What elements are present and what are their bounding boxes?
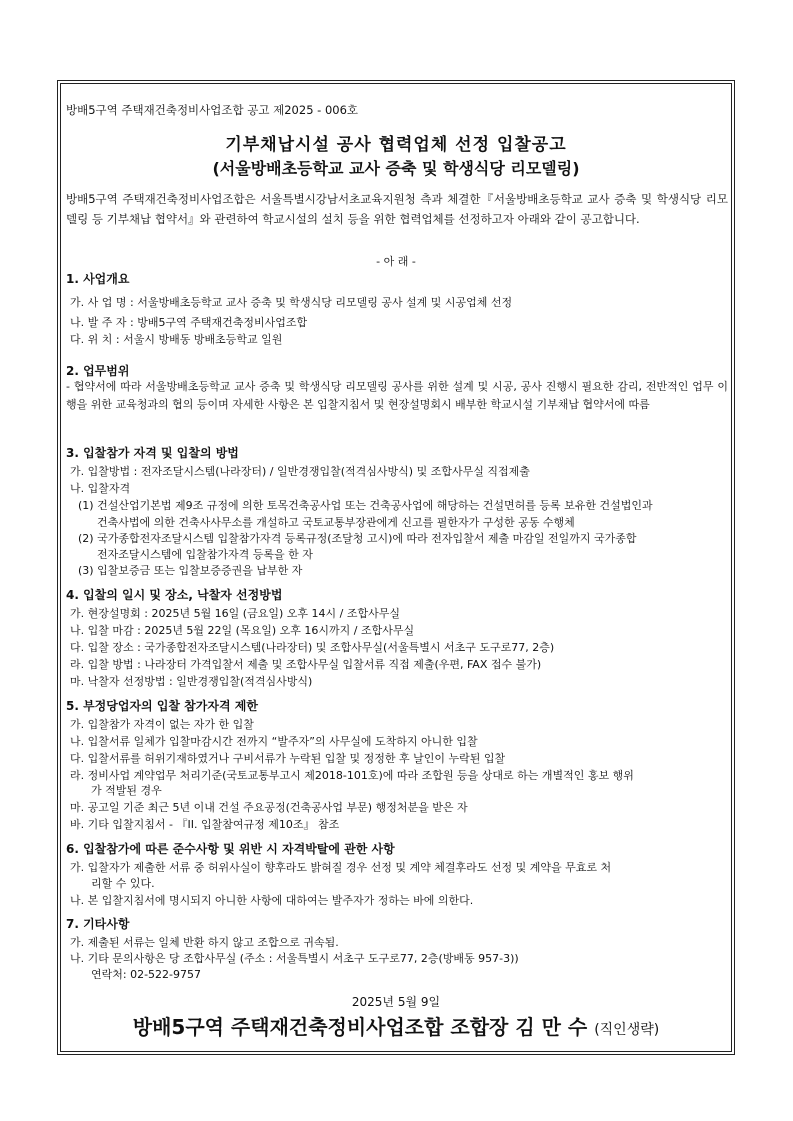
section-1-item: 가. 사 업 명 : 서울방배초등학교 교사 증축 및 학생식당 리모델링 공사 설계 및 시공업체 선정 bbox=[70, 296, 513, 309]
section-3-subitem-cont: 전자조달시스템에 입찰참가자격 등록을 한 자 bbox=[97, 548, 313, 561]
contact-phone: 연락처: 02-522-9757 bbox=[91, 968, 202, 981]
section-3-item: 가. 입찰방법 : 전자조달시스템(나라장터) / 일반경쟁입찰(적격심사방식) 및 조합사무실 직접제출 bbox=[70, 465, 530, 478]
below-marker: - 아 래 - bbox=[376, 255, 416, 268]
section-1-heading: 1. 사업개요 bbox=[66, 272, 130, 286]
section-3-subitem: (3) 입찰보증금 또는 입찰보증증권을 납부한 자 bbox=[78, 564, 303, 577]
section-6-item: 나. 본 입찰지침서에 명시되지 아니한 사항에 대하여는 발주자가 정하는 바에 의한다. bbox=[70, 894, 474, 907]
section-4-item: 마. 낙찰자 선정방법 : 일반경쟁입찰(적격심사방식) bbox=[70, 675, 313, 688]
section-1-item: 다. 위 치 : 서울시 방배동 방배초등학교 일원 bbox=[70, 333, 283, 346]
section-6-item: 가. 입찰자가 제출한 서류 중 허위사실이 향후라도 밝혀질 경우 선정 및 계약 체결후라도 선정 및 계약을 무효로 처 bbox=[70, 861, 612, 874]
section-7-item: 나. 기타 문의사항은 당 조합사무실 (주소 : 서울특별시 서초구 도구로77, 2층(방배동 957-3)) bbox=[70, 952, 519, 965]
issue-date: 2025년 5월 9일 bbox=[351, 995, 441, 1009]
section-3-subitem-cont: 건축사법에 의한 건축사사무소를 개설하고 국토교통부장관에게 신고를 필한자가 구성한 공동 수행체 bbox=[97, 516, 575, 529]
section-5-item: 가. 입찰참가 자격이 없는 자가 한 입찰 bbox=[70, 718, 254, 731]
section-3-heading: 3. 입찰참가 자격 및 입찰의 방법 bbox=[66, 446, 239, 460]
section-2-heading: 2. 업무범위 bbox=[66, 364, 130, 378]
section-7-heading: 7. 기타사항 bbox=[66, 917, 130, 931]
section-4-heading: 4. 입찰의 일시 및 장소, 낙찰자 선정방법 bbox=[66, 588, 283, 602]
seal-note: (직인생략) bbox=[594, 1022, 660, 1038]
signature-text: 방배5구역 주택재건축정비사업조합 조합장 김 만 수 bbox=[132, 1015, 588, 1039]
section-3-subitem: (2) 국가종합전자조달시스템 입찰참가자격 등록규정(조달청 고시)에 따라 전자입찰서 제출 마감일 전일까지 국가종합 bbox=[78, 532, 637, 545]
section-4-item: 라. 입찰 방법 : 나라장터 가격입찰서 제출 및 조합사무실 입찰서류 직접 제출(우편, FAX 접수 불가) bbox=[70, 658, 542, 671]
section-4-item: 다. 입찰 장소 : 국가종합전자조달시스템(나라장터) 및 조합사무실(서울특별시 서초구 도구로77, 2층) bbox=[70, 641, 555, 654]
section-5-item-cont: 가 적발된 경우 bbox=[91, 784, 162, 797]
section-6-item-cont: 리할 수 있다. bbox=[91, 877, 155, 890]
section-3-subitem: (1) 건설산업기본법 제9조 규정에 의한 토목건축공사업 또는 건축공사업에 해당하는 건설면허를 등록 보유한 건설법인과 bbox=[78, 499, 653, 512]
section-5-item: 라. 정비사업 계약업무 처리기준(국토교통부고시 제2018-101호)에 따라 조합원 등을 상대로 하는 개별적인 홍보 행위 bbox=[70, 769, 634, 782]
section-5-item: 나. 입찰서류 일체가 입찰마감시간 전까지 “발주자”의 사무실에 도착하지 아니한 입찰 bbox=[70, 735, 478, 748]
page-subtitle: (서울방배초등학교 교사 증축 및 학생식당 리모델링) bbox=[212, 159, 580, 178]
section-5-heading: 5. 부정당업자의 입찰 참가자격 제한 bbox=[66, 699, 258, 713]
section-4-item: 나. 입찰 마감 : 2025년 5월 22일 (목요일) 오후 16시까지 / 조합사무실 bbox=[70, 624, 415, 637]
signature-line bbox=[57, 1011, 735, 1040]
section-3-item: 나. 입찰자격 bbox=[70, 482, 131, 495]
section-5-item: 마. 공고일 기준 최근 5년 이내 건설 주요공정(건축공사업 부문) 행정처분을 받은 자 bbox=[70, 801, 468, 814]
page-title: 기부채납시설 공사 협력업체 선정 입찰공고 bbox=[225, 135, 567, 155]
section-2-body: - 협약서에 따라 서울방배초등학교 교사 증축 및 학생식당 리모델링 공사를 위한 설계 및 시공, 공사 진행시 필요한 감리, 전반적인 업무 이행을 위한 교육청과의 협의 등이며 자세한 사항은 본 입찰지침서 및 현장설명회시 배부한 학교시설 기부채납 협약서에 따름 bbox=[66, 380, 728, 411]
intro-paragraph: 방배5구역 주택재건축정비사업조합은 서울특별시강남서초교육지원청 측과 체결한『서울방배초등학교 교사 증축 및 학생식당 리모델링 등 기부채납 협약서』와 관련하여 학교시설의 설치 등을 위한 협력업체를 선정하고자 아래와 같이 공고합니다. bbox=[66, 192, 728, 226]
notice-number: 방배5구역 주택재건축정비사업조합 공고 제2025 - 006호 bbox=[66, 103, 359, 117]
section-1-item: 나. 발 주 자 : 방배5구역 주택재건축정비사업조합 bbox=[70, 316, 308, 329]
section-6-heading: 6. 입찰참가에 따른 준수사항 및 위반 시 자격박탈에 관한 사항 bbox=[66, 842, 395, 856]
section-7-item: 가. 제출된 서류는 일체 반환 하지 않고 조합으로 귀속됨. bbox=[70, 936, 339, 949]
section-4-item: 가. 현장설명회 : 2025년 5월 16일 (금요일) 오후 14시 / 조합사무실 bbox=[70, 607, 400, 620]
section-5-item: 바. 기타 입찰지침서 - 『II. 입찰참여규정 제10조』 참조 bbox=[70, 818, 340, 831]
section-5-item: 다. 입찰서류를 허위기재하였거나 구비서류가 누락된 입찰 및 정정한 후 날인이 누락된 입찰 bbox=[70, 752, 506, 765]
